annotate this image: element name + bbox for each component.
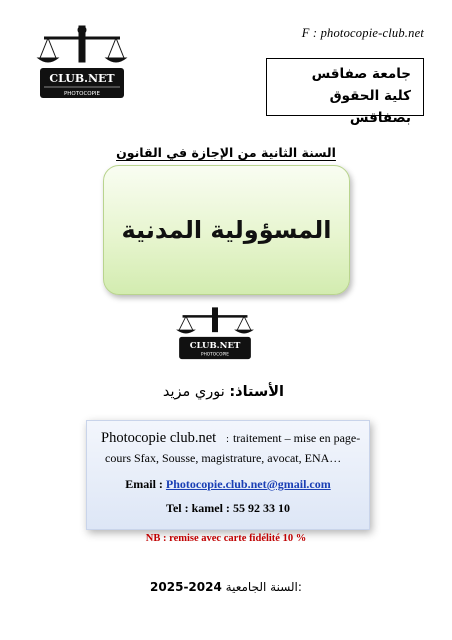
phone-number: 55 92 33 10 (232, 501, 290, 515)
discount-note: NB : remise avec carte fidélité 10 % (145, 533, 307, 544)
course-title: المسؤولية المدنية (121, 216, 332, 244)
logo-small-name-text: CLUB.NET (189, 340, 241, 351)
club-net-logo (34, 24, 130, 114)
professor-name: نوري مزيد (162, 384, 225, 400)
title-box (103, 165, 350, 295)
facebook-link[interactable]: F : photocopie-club.net (301, 26, 424, 40)
academic-year-value: 2025-2024 (150, 580, 222, 594)
professor-line (163, 384, 284, 400)
university-name: جامعة صفاقس (311, 66, 411, 82)
info-box (86, 420, 370, 530)
program-subtitle: السنة الثانية من الإجازة في القانون (116, 145, 336, 160)
brand-separator: : (226, 434, 229, 445)
faculty-name: كلية الحقوق بصفاقس (329, 88, 411, 126)
professor-label: الأستاذ: (229, 384, 284, 400)
brand-name: Photocopie club.net (101, 430, 217, 446)
email-link[interactable]: Photocopie.club.net@gmail.com (165, 477, 331, 491)
info-line-1 (101, 429, 360, 447)
services-line-1: traitement – mise en page- (232, 431, 361, 445)
email-line (87, 477, 369, 492)
email-label: Email : (125, 477, 163, 491)
academic-year-label: السنة الجامعية: (225, 580, 302, 594)
services-line-2: cours Sfax, Sousse, magistrature, avocat, ENA… (105, 451, 342, 465)
phone-label: Tel : kamel : (166, 501, 230, 515)
university-box (266, 58, 424, 126)
club-net-logo-small (174, 306, 256, 366)
logo-small-subtitle-text: PHOTOCOPIE (201, 352, 229, 358)
scales-icon (177, 308, 252, 333)
academic-year (0, 580, 452, 594)
phone-line (87, 501, 369, 516)
scales-icon (38, 26, 126, 62)
logo-name-text: CLUB.NET (49, 72, 115, 85)
logo-subtitle-text: PHOTOCOPIE (63, 91, 101, 97)
